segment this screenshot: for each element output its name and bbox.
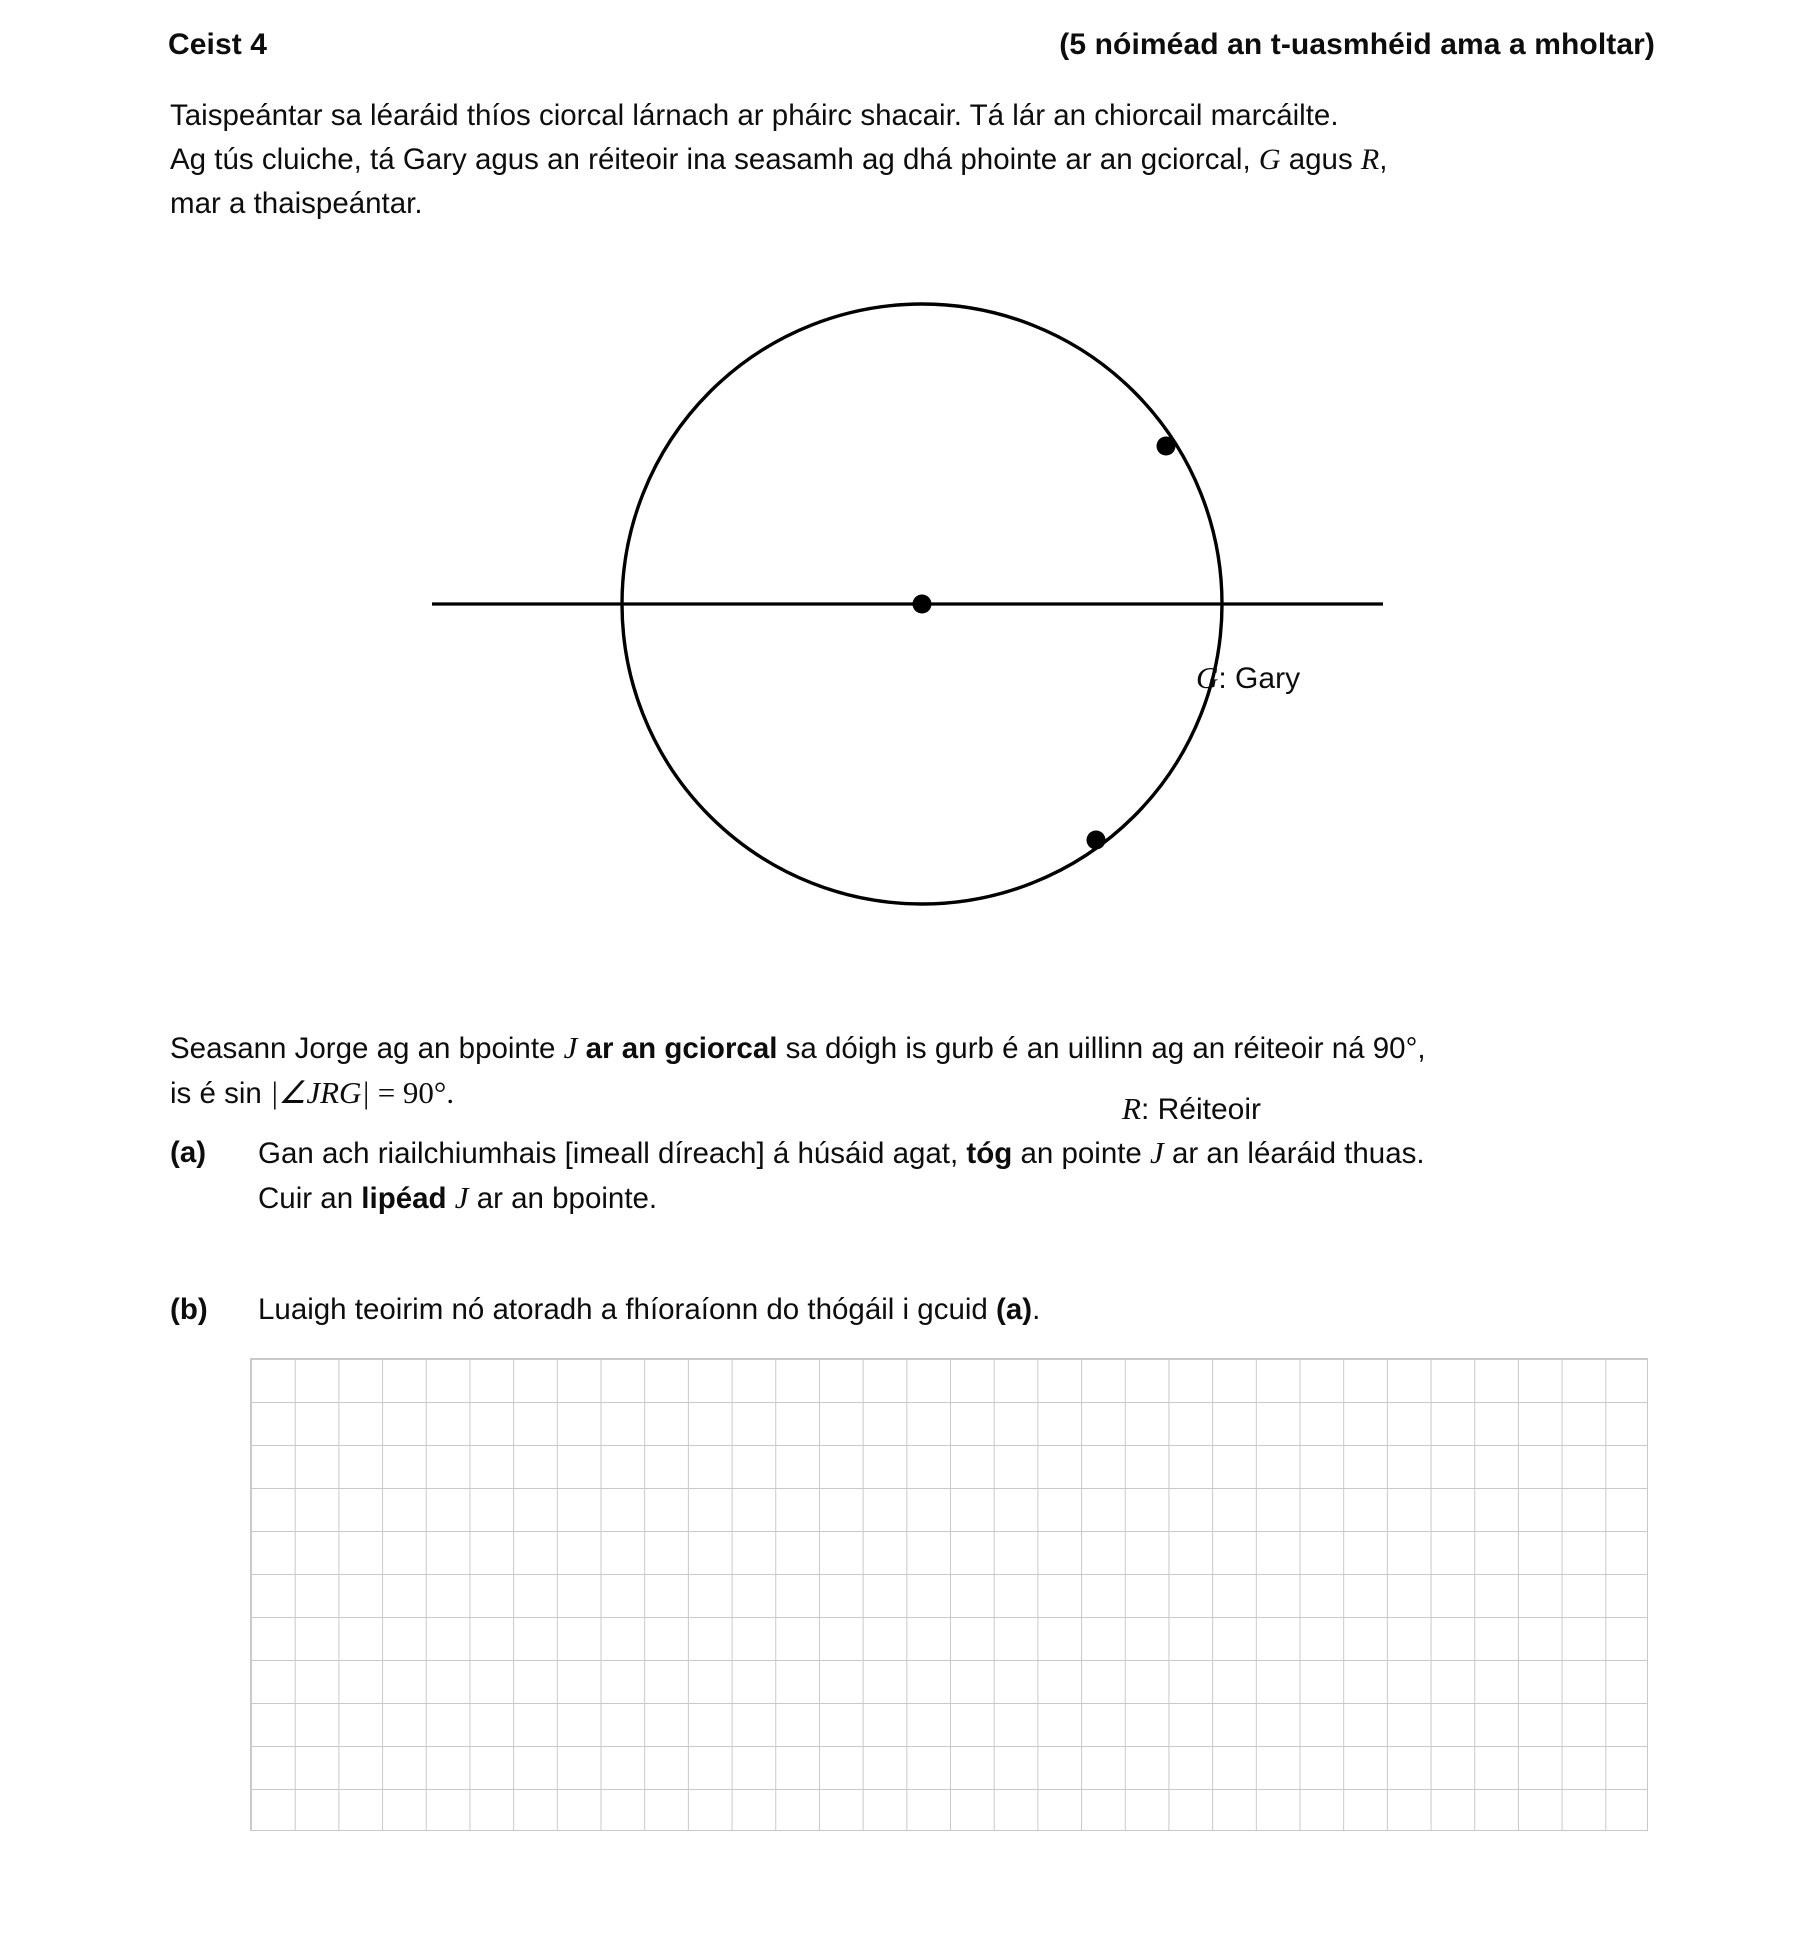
part-a-text-d: Cuir an — [258, 1182, 362, 1215]
point-g-name: : Gary — [1218, 662, 1301, 695]
part-a-symbol-J-1: J — [1150, 1135, 1164, 1170]
statement-text-c: is é sin — [170, 1077, 271, 1110]
part-b-text-a: Luaigh teoirim nó atoradh a fhíoraíonn do thógáil i gcuid — [258, 1293, 997, 1326]
point-g-label — [1196, 662, 1300, 694]
suggested-time-note: (5 nóiméad an t-uasmhéid ama a mholtar) — [1059, 28, 1655, 61]
point-r-symbol: R — [1122, 1091, 1141, 1126]
part-a-marker: (a) — [170, 1136, 207, 1169]
intro-line-2 — [170, 138, 1670, 182]
statement-bold-phrase: ar an gciorcal — [585, 1032, 778, 1065]
intro-line-2-text-a: Ag tús cluiche, tá Gary agus an réiteoir ina seasamh ag dhá phointe ar an gciorcal, — [170, 143, 1259, 176]
centre-point-marker — [913, 595, 932, 614]
statement-text-b: sa dóigh is gurb é an uillinn ag an réiteoir ná 90°, — [777, 1032, 1426, 1065]
question-number: Ceist 4 — [168, 28, 268, 61]
point-r-marker — [1087, 831, 1106, 850]
part-b-text-b: . — [1032, 1293, 1041, 1326]
part-a-text-c: ar an léaráid thuas. — [1163, 1137, 1425, 1170]
part-b — [170, 1288, 1690, 1332]
statement-space-a — [577, 1032, 585, 1065]
intro-line-2-text-c: , — [1379, 143, 1388, 176]
part-a-line-1 — [258, 1131, 1678, 1176]
angle-statement — [170, 1026, 1690, 1116]
circle-diagram-svg — [0, 250, 1818, 930]
part-b-line-1 — [258, 1288, 1678, 1332]
answer-grid[interactable] — [250, 1358, 1648, 1831]
angle-expression: |∠JRG| — [270, 1075, 370, 1110]
intro-paragraph — [170, 94, 1670, 226]
intro-line-2-text-b: agus — [1280, 143, 1361, 176]
part-a-bold-tog: tóg — [966, 1137, 1013, 1170]
part-a-space — [447, 1182, 455, 1215]
part-a-symbol-J-2: J — [454, 1180, 469, 1215]
intro-line-1: Taispeántar sa léaráid thíos ciorcal lárnach ar pháirc shacair. Tá lár an chiorcail marcáilte. — [170, 99, 1339, 132]
statement-text-a: Seasann Jorge ag an bpointe — [170, 1032, 564, 1065]
symbol-J-inline: J — [563, 1030, 578, 1065]
question-header — [168, 28, 1655, 62]
point-g-symbol: G — [1196, 660, 1219, 695]
statement-line-2 — [170, 1071, 1690, 1116]
symbol-R-inline: R — [1360, 143, 1380, 176]
part-a-body — [258, 1131, 1678, 1221]
statement-line-1 — [170, 1026, 1690, 1071]
angle-value: = 90°. — [369, 1075, 455, 1110]
part-b-marker: (b) — [170, 1293, 208, 1326]
point-r-name: : Réiteoir — [1140, 1093, 1261, 1126]
point-g-marker — [1157, 437, 1176, 456]
part-a-line-2 — [258, 1176, 1678, 1221]
part-a-text-a: Gan ach riailchiumhais [imeall díreach] á húsáid agat, — [258, 1137, 967, 1170]
part-b-body — [258, 1288, 1678, 1332]
part-b-bold-ref: (a) — [996, 1293, 1033, 1326]
part-a-text-e: ar an bpointe. — [468, 1182, 658, 1215]
part-a — [170, 1131, 1690, 1221]
intro-line-3: mar a thaispeántar. — [170, 187, 423, 220]
part-a-text-b: an pointe — [1012, 1137, 1151, 1170]
part-a-bold-lipead: lipéad — [361, 1182, 447, 1215]
symbol-G-inline: G — [1258, 143, 1281, 176]
